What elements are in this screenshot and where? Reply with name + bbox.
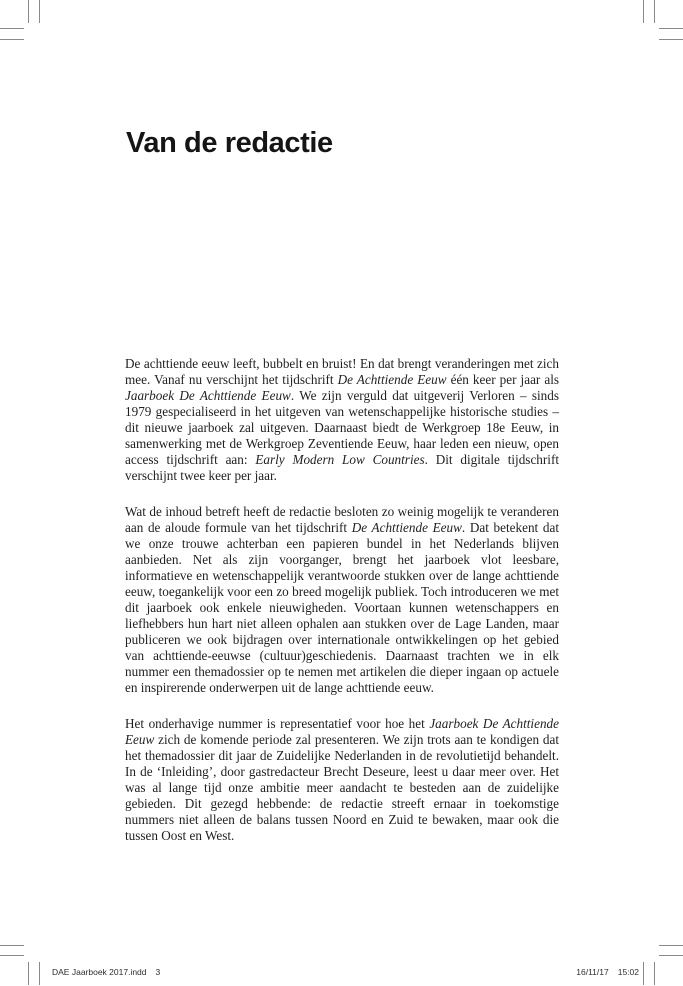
crop-mark-top-left-horizontal-inner bbox=[0, 39, 24, 40]
page-number: 3 bbox=[155, 967, 161, 977]
paragraph-2: Wat de inhoud betreft heeft de redactie besloten zo weinig mogelijk te veranderen aan de aloude formule van het tijdschrift De Achttiende Eeuw. Dat betekent dat we onze trouwe achterban een papieren bundel in het Nederlands blijven aanbieden. Net als zijn voorganger, brengt het jaarboek vlot leesbare, informatieve en wetenschappelijk verantwoorde stukken over de lange achttiende eeuw, toegankelijk voor een zo breed mogelijk publiek. Toch introduceren we met dit jaarboek ook enkele nieuwigheden. Voortaan kunnen wetenschappers en liefhebbers hun hart niet alleen ophalen aan stukken over de Lage Landen, maar publiceren we ook bijdragen over internationale ontwikkelingen op het gebied van achttiende-eeuwse (cultuur)geschiedenis. Daarnaast trachten we in elk nummer een themadossier op te nemen met artikelen die dieper ingaan op actuele en inspirerende onderwerpen uit de lange achttiende eeuw. bbox=[125, 504, 560, 695]
slug-line-right bbox=[576, 967, 639, 977]
paragraph-3: Het onderhavige nummer is representatief voor hoe het Jaarboek De Achttiende Eeuw zich de komende periode zal presenteren. We zijn trots aan te kondigen dat het themadossier dit jaar de Zuidelijke Nederlanden in de revolutietijd behandelt. In de ‘Inleiding’, door gastredacteur Brecht Deseure, leest u daar meer over. Het was al lange tijd onze ambitie meer aandacht te besteden aan de zuidelijke gebieden. Dit gezegd hebbende: de redactie streeft ernaar in toekomstige nummers niet alleen de balans tussen Noord en Zuid te bewaken, maar ook die tussen Oost en West. bbox=[125, 716, 559, 843]
print-time: 15:02 bbox=[617, 967, 639, 977]
crop-mark-bottom-right-horizontal-outer bbox=[659, 945, 683, 946]
crop-mark-top-right-vertical-inner bbox=[643, 0, 644, 23]
crop-mark-bottom-left-vertical-outer bbox=[28, 962, 29, 985]
crop-mark-bottom-right-vertical-inner bbox=[643, 962, 644, 985]
crop-mark-bottom-left-horizontal-outer bbox=[0, 945, 24, 946]
crop-mark-top-left-vertical-outer bbox=[28, 0, 29, 23]
body-text-column bbox=[125, 356, 559, 864]
print-date: 16/11/17 bbox=[576, 967, 609, 977]
crop-mark-top-right-vertical-outer bbox=[654, 0, 655, 23]
crop-mark-bottom-left-vertical-inner bbox=[39, 962, 40, 985]
crop-mark-top-left-vertical-inner bbox=[39, 0, 40, 23]
crop-mark-bottom-right-horizontal-inner bbox=[659, 955, 683, 956]
crop-mark-top-right-horizontal-inner bbox=[659, 39, 683, 40]
crop-mark-top-right-horizontal-outer bbox=[659, 28, 683, 29]
crop-mark-top-left-horizontal-outer bbox=[0, 28, 24, 29]
slug-line-left bbox=[52, 967, 160, 977]
crop-mark-bottom-right-vertical-outer bbox=[654, 962, 655, 985]
paragraph-1: De achttiende eeuw leeft, bubbelt en bruist! En dat brengt veranderingen met zich mee. Vanaf nu verschijnt het tijdschrift De Achttiende Eeuw één keer per jaar als Jaarboek De Achttiende Eeuw. We zijn verguld dat uitgeverij Verloren – sinds 1979 gespecialiseerd in het uitgeven van wetenschappelijke historische studies – dit nieuwe jaarboek zal uitgeven. Daarnaast biedt de Werkgroep 18e Eeuw, in samenwerking met de Werkgroep Zeventiende Eeuw, haar leden een nieuw, open access tijdschrift aan: Early Modern Low Countries. Dit digitale tijdschrift verschijnt twee keer per jaar. bbox=[125, 356, 560, 483]
crop-mark-bottom-left-horizontal-inner bbox=[0, 955, 24, 956]
document-filename: DAE Jaarboek 2017.indd bbox=[52, 967, 147, 977]
page-title: Van de redactie bbox=[126, 127, 333, 159]
